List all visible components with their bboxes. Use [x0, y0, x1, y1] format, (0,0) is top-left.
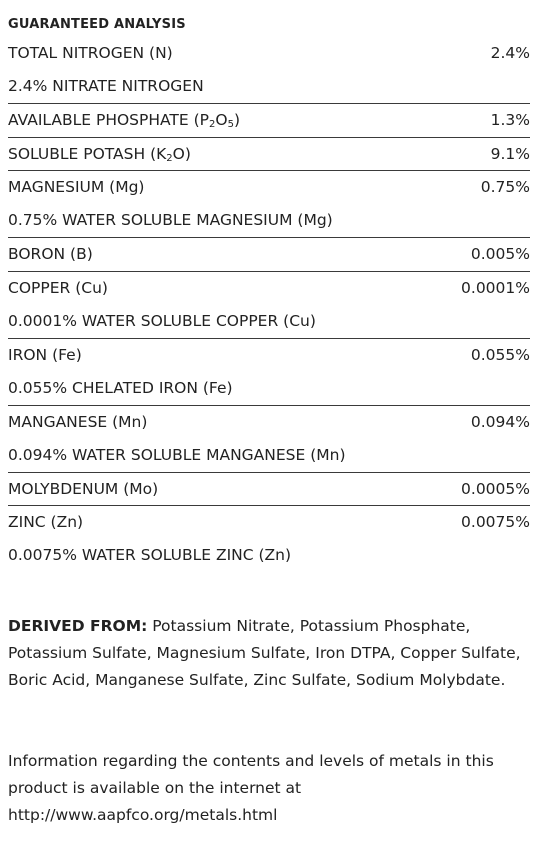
row-label: 0.0001% WATER SOLUBLE COPPER (Cu) [8, 311, 316, 330]
row-manganese [8, 405, 530, 439]
row-label: TOTAL NITROGEN (N) [8, 43, 173, 62]
derived-from-title: DERIVED FROM: [8, 617, 148, 635]
row-label: ZINC (Zn) [8, 513, 84, 532]
row-value: 0.094% [470, 412, 530, 431]
row-total-nitrogen [8, 36, 530, 70]
row-label: AVAILABLE PHOSPHATE $(P_2O_5)$ [8, 111, 241, 131]
row-value: 0.0001% [461, 278, 530, 297]
row-water-soluble-zinc [8, 539, 530, 573]
guaranteed-analysis-panel [8, 14, 530, 572]
row-value: 0.0005% [461, 479, 530, 498]
row-boron [8, 237, 530, 271]
row-label: MANGANESE (Mn) [8, 412, 148, 431]
row-label: MOLYBDENUM (Mo) [8, 479, 159, 498]
row-value: 0.055% [470, 345, 530, 364]
row-value: 1.3% [490, 111, 530, 130]
row-soluble-potash [8, 137, 530, 171]
row-water-soluble-copper [8, 304, 530, 338]
row-zinc [8, 505, 530, 539]
row-nitrate-nitrogen [8, 70, 530, 104]
row-value: 9.1% [490, 144, 530, 163]
row-value: 0.005% [470, 245, 530, 264]
row-label: 0.75% WATER SOLUBLE MAGNESIUM (Mg) [8, 211, 333, 230]
row-value: 0.0075% [461, 513, 530, 532]
row-label: MAGNESIUM (Mg) [8, 178, 145, 197]
row-label: IRON (Fe) [8, 345, 82, 364]
row-label: 0.055% CHELATED IRON (Fe) [8, 378, 233, 397]
row-water-soluble-manganese [8, 438, 530, 472]
row-value: 0.75% [480, 178, 530, 197]
row-label: SOLUBLE POTASH $(K_2O)$ [8, 144, 191, 164]
derived-from-paragraph [8, 613, 528, 694]
row-label: COPPER (Cu) [8, 278, 108, 297]
derived-from-text: Potassium Nitrate, Potassium Phosphate, Potassium Sulfate, Magnesium Sulfate, Iron DTPA, Copper Sulfate, Boric Acid, Manganese Sulfate, Zinc Sulfate, Sodium Molybdate. [8, 617, 521, 689]
row-label: 0.0075% WATER SOLUBLE ZINC (Zn) [8, 546, 292, 565]
row-magnesium [8, 170, 530, 204]
row-label: BORON (B) [8, 245, 93, 264]
row-label: 0.094% WATER SOLUBLE MANGANESE (Mn) [8, 445, 346, 464]
row-water-soluble-magnesium [8, 204, 530, 238]
guaranteed-analysis-heading: GUARANTEED ANALYSIS [8, 17, 186, 32]
row-copper [8, 271, 530, 305]
row-available-phosphate [8, 103, 530, 137]
row-iron [8, 338, 530, 372]
metals-information-note: Information regarding the contents and levels of metals in this product is available on the internet at http://www.aapfco.org/metals.html [8, 752, 494, 824]
row-value: 2.4% [490, 43, 530, 62]
row-label: 2.4% NITRATE NITROGEN [8, 77, 204, 96]
row-chelated-iron [8, 371, 530, 405]
row-molybdenum [8, 472, 530, 506]
